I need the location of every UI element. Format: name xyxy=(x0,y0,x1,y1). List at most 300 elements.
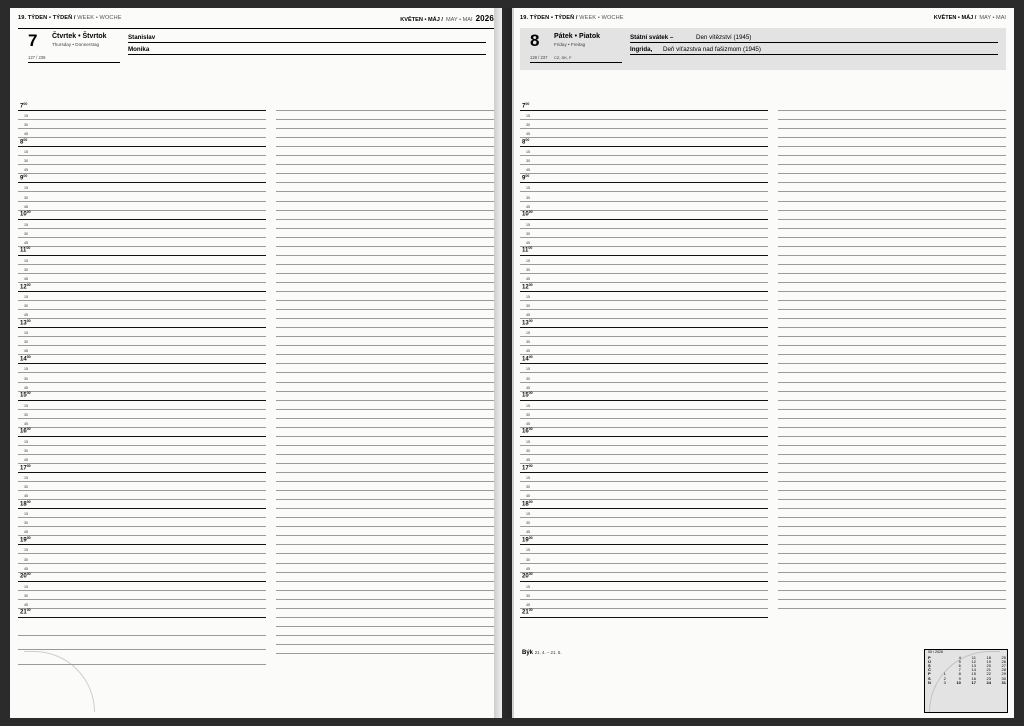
note-row[interactable] xyxy=(778,173,1006,174)
note-row[interactable] xyxy=(276,436,494,437)
minute-label: 15 xyxy=(526,403,530,408)
note-row[interactable] xyxy=(778,445,1006,446)
quarter-hour-row[interactable] xyxy=(520,448,768,455)
mini-calendar-day[interactable]: 28 xyxy=(1001,667,1006,673)
hour-row[interactable] xyxy=(18,427,266,437)
mini-calendar-day[interactable]: 3 xyxy=(943,679,946,685)
quarter-hour-row[interactable] xyxy=(18,421,266,428)
quarter-hour-row[interactable] xyxy=(520,231,768,238)
mini-calendar-day[interactable]: 2 xyxy=(943,675,946,681)
mini-calendar-day[interactable]: 20 xyxy=(986,662,991,668)
note-row[interactable] xyxy=(276,182,494,183)
note-row[interactable] xyxy=(276,363,494,364)
minute-label: 45 xyxy=(24,168,28,173)
note-row[interactable] xyxy=(276,119,494,120)
mini-calendar-day[interactable]: 13 xyxy=(971,662,976,668)
note-row[interactable] xyxy=(778,345,1006,346)
hour-row[interactable] xyxy=(520,246,768,256)
note-row[interactable] xyxy=(778,382,1006,383)
note-row[interactable] xyxy=(778,264,1006,265)
note-row[interactable] xyxy=(276,372,494,373)
mini-calendar-day[interactable]: 29 xyxy=(1001,671,1006,677)
holiday-line[interactable] xyxy=(630,31,998,43)
note-row[interactable] xyxy=(778,472,1006,473)
note-row[interactable] xyxy=(778,273,1006,274)
note-row[interactable] xyxy=(276,472,494,473)
hour-row[interactable] xyxy=(18,210,266,220)
mini-calendar-day[interactable]: 27 xyxy=(1001,662,1006,668)
note-row[interactable] xyxy=(276,327,494,328)
hour-row[interactable] xyxy=(18,608,266,618)
note-row[interactable] xyxy=(276,336,494,337)
hour-label: $9^{00}$ xyxy=(522,173,530,182)
note-row[interactable] xyxy=(276,581,494,582)
note-row[interactable] xyxy=(276,617,494,618)
note-row[interactable] xyxy=(276,354,494,355)
hour-row[interactable] xyxy=(520,463,768,473)
quarter-hour-row[interactable] xyxy=(520,222,768,229)
hour-row[interactable] xyxy=(18,391,266,401)
quarter-hour-row[interactable] xyxy=(18,439,266,446)
note-row[interactable] xyxy=(778,164,1006,165)
note-row[interactable] xyxy=(778,128,1006,129)
zodiac-sign xyxy=(522,650,562,656)
mini-calendar-day[interactable]: 22 xyxy=(986,671,991,677)
note-row[interactable] xyxy=(276,463,494,464)
quarter-hour-row[interactable] xyxy=(520,150,768,156)
quarter-hour-row[interactable] xyxy=(18,340,266,346)
mini-calendar-day[interactable]: 7 xyxy=(958,667,961,673)
name-line[interactable] xyxy=(128,43,486,55)
quarter-hour-row[interactable] xyxy=(18,231,266,238)
quarter-hour-row[interactable] xyxy=(18,267,266,274)
mini-calendar-day[interactable]: 18 xyxy=(986,654,991,660)
free-note-row[interactable] xyxy=(18,649,266,650)
note-row[interactable] xyxy=(276,110,494,111)
note-row[interactable] xyxy=(276,544,494,545)
hour-row[interactable] xyxy=(18,535,266,545)
quarter-hour-row[interactable] xyxy=(18,530,266,536)
note-row[interactable] xyxy=(276,608,494,609)
note-row[interactable] xyxy=(276,300,494,301)
hour-row[interactable] xyxy=(520,535,768,545)
note-row[interactable] xyxy=(778,454,1006,455)
quarter-hour-row[interactable] xyxy=(520,132,768,138)
hour-row[interactable] xyxy=(520,608,768,618)
mini-calendar-day[interactable]: 19 xyxy=(986,658,991,664)
quarter-hour-row[interactable] xyxy=(520,557,768,564)
note-row[interactable] xyxy=(276,201,494,202)
name-line[interactable] xyxy=(128,31,486,43)
mini-calendar-day[interactable]: 17 xyxy=(971,679,976,685)
note-row[interactable] xyxy=(276,128,494,129)
mini-calendar-day[interactable]: 9 xyxy=(958,675,961,681)
note-row[interactable] xyxy=(778,237,1006,238)
quarter-hour-row[interactable] xyxy=(520,593,768,600)
note-row[interactable] xyxy=(276,517,494,518)
quarter-hour-row[interactable] xyxy=(520,584,768,591)
note-row[interactable] xyxy=(276,137,494,138)
note-row[interactable] xyxy=(276,644,494,645)
hour-row[interactable] xyxy=(520,210,768,220)
note-row[interactable] xyxy=(276,418,494,419)
hour-column-left[interactable] xyxy=(18,70,266,718)
quarter-hour-row[interactable] xyxy=(520,349,768,355)
note-row[interactable] xyxy=(778,354,1006,355)
minute-label: 15 xyxy=(526,476,530,481)
note-row[interactable] xyxy=(778,327,1006,328)
quarter-hour-row[interactable] xyxy=(18,376,266,383)
note-row[interactable] xyxy=(276,535,494,536)
minute-label: 15 xyxy=(24,114,28,119)
note-row[interactable] xyxy=(778,544,1006,545)
note-row[interactable] xyxy=(276,282,494,283)
note-row[interactable] xyxy=(276,237,494,238)
quarter-hour-row[interactable] xyxy=(520,340,768,346)
quarter-hour-row[interactable] xyxy=(18,313,266,319)
quarter-hour-row[interactable] xyxy=(18,557,266,564)
note-row[interactable] xyxy=(276,508,494,509)
holiday-line[interactable] xyxy=(630,43,998,55)
quarter-hour-row[interactable] xyxy=(18,602,266,609)
quarter-hour-row[interactable] xyxy=(18,593,266,600)
note-row[interactable] xyxy=(276,228,494,229)
quarter-hour-row[interactable] xyxy=(18,114,266,120)
note-row[interactable] xyxy=(778,563,1006,564)
mini-calendar-day[interactable]: 16 xyxy=(971,675,976,681)
note-row[interactable] xyxy=(778,499,1006,500)
note-row[interactable] xyxy=(778,427,1006,428)
minute-label: 30 xyxy=(24,231,28,236)
note-row[interactable] xyxy=(276,309,494,310)
quarter-hour-row[interactable] xyxy=(18,476,266,482)
quarter-hour-row[interactable] xyxy=(18,485,266,491)
hour-row[interactable] xyxy=(520,354,768,364)
notes-column-right[interactable] xyxy=(778,70,1006,718)
mini-calendar-day[interactable]: 23 xyxy=(986,675,991,681)
quarter-hour-row[interactable] xyxy=(520,385,768,392)
quarter-hour-row[interactable] xyxy=(520,602,768,609)
hour-row[interactable] xyxy=(520,572,768,582)
hour-row[interactable] xyxy=(18,246,266,256)
quarter-hour-row[interactable] xyxy=(520,204,768,211)
quarter-hour-row[interactable] xyxy=(18,584,266,591)
quarter-hour-row[interactable] xyxy=(18,385,266,392)
language-code-rule xyxy=(554,62,622,63)
minute-label: 15 xyxy=(24,584,28,589)
quarter-hour-row[interactable] xyxy=(18,168,266,174)
note-row[interactable] xyxy=(276,291,494,292)
page-left xyxy=(10,8,502,718)
day-name-alt: Friday • Freitag xyxy=(554,42,586,47)
note-row[interactable] xyxy=(778,581,1006,582)
note-row[interactable] xyxy=(276,210,494,211)
note-row[interactable] xyxy=(778,300,1006,301)
note-row[interactable] xyxy=(778,228,1006,229)
mini-calendar-day[interactable]: 24 xyxy=(986,679,991,685)
note-row[interactable] xyxy=(778,481,1006,482)
quarter-hour-row[interactable] xyxy=(18,331,266,337)
quarter-hour-row[interactable] xyxy=(18,258,266,265)
quarter-hour-row[interactable] xyxy=(18,159,266,165)
note-row[interactable] xyxy=(276,653,494,654)
note-row[interactable] xyxy=(276,526,494,527)
quarter-hour-row[interactable] xyxy=(18,412,266,419)
note-row[interactable] xyxy=(778,309,1006,310)
minute-label: 15 xyxy=(526,295,530,300)
quarter-hour-row[interactable] xyxy=(520,457,768,464)
note-row[interactable] xyxy=(778,246,1006,247)
quarter-hour-row[interactable] xyxy=(520,258,768,265)
minute-label: 30 xyxy=(24,521,28,526)
quarter-hour-row[interactable] xyxy=(18,304,266,310)
quarter-hour-row[interactable] xyxy=(520,159,768,165)
quarter-hour-row[interactable] xyxy=(18,204,266,211)
free-note-row[interactable] xyxy=(18,635,266,636)
note-row[interactable] xyxy=(778,409,1006,410)
note-row[interactable] xyxy=(778,336,1006,337)
quarter-hour-row[interactable] xyxy=(18,295,266,301)
mini-calendar-day[interactable]: 26 xyxy=(1001,658,1006,664)
note-row[interactable] xyxy=(778,318,1006,319)
hour-row[interactable] xyxy=(520,499,768,509)
note-row[interactable] xyxy=(778,526,1006,527)
hour-row[interactable] xyxy=(18,137,266,147)
note-row[interactable] xyxy=(778,110,1006,111)
note-row[interactable] xyxy=(276,318,494,319)
mini-calendar-dow: P xyxy=(928,671,931,677)
note-row[interactable] xyxy=(276,191,494,192)
hour-row[interactable] xyxy=(520,318,768,328)
note-row[interactable] xyxy=(778,608,1006,609)
quarter-hour-row[interactable] xyxy=(520,485,768,491)
note-row[interactable] xyxy=(276,445,494,446)
quarter-hour-row[interactable] xyxy=(18,548,266,554)
quarter-hour-row[interactable] xyxy=(520,566,768,573)
note-row[interactable] xyxy=(778,590,1006,591)
quarter-hour-row[interactable] xyxy=(18,403,266,410)
note-row[interactable] xyxy=(778,553,1006,554)
quarter-hour-row[interactable] xyxy=(18,276,266,283)
quarter-hour-row[interactable] xyxy=(18,448,266,455)
note-row[interactable] xyxy=(778,572,1006,573)
holiday-line-1-bold: Státní svátek – xyxy=(630,34,674,41)
mini-calendar-day[interactable]: 25 xyxy=(1001,654,1006,660)
quarter-hour-row[interactable] xyxy=(520,494,768,500)
note-row[interactable] xyxy=(778,391,1006,392)
note-row[interactable] xyxy=(778,508,1006,509)
holiday-line-1-rest: Den vítězství (1945) xyxy=(696,34,752,41)
mini-calendar-day[interactable]: 31 xyxy=(1001,679,1006,685)
quarter-hour-row[interactable] xyxy=(18,349,266,355)
note-row[interactable] xyxy=(778,291,1006,292)
mini-calendar-day[interactable]: 5 xyxy=(958,658,961,664)
note-row[interactable] xyxy=(276,246,494,247)
mini-calendar-day[interactable]: 10 xyxy=(956,679,961,685)
note-row[interactable] xyxy=(276,255,494,256)
note-row[interactable] xyxy=(276,146,494,147)
note-row[interactable] xyxy=(276,164,494,165)
note-row[interactable] xyxy=(778,191,1006,192)
minute-label: 30 xyxy=(526,159,530,164)
note-row[interactable] xyxy=(276,427,494,428)
quarter-hour-row[interactable] xyxy=(18,132,266,138)
notes-column-left[interactable] xyxy=(276,70,494,718)
note-row[interactable] xyxy=(778,418,1006,419)
hour-label: $21^{00}$ xyxy=(522,608,533,616)
quarter-hour-row[interactable] xyxy=(520,295,768,301)
quarter-hour-row[interactable] xyxy=(520,331,768,337)
quarter-hour-row[interactable] xyxy=(18,240,266,247)
hour-row[interactable] xyxy=(18,101,266,111)
quarter-hour-row[interactable] xyxy=(18,367,266,373)
note-row[interactable] xyxy=(778,155,1006,156)
mini-calendar-day[interactable]: 21 xyxy=(986,667,991,673)
quarter-hour-row[interactable] xyxy=(520,476,768,482)
note-row[interactable] xyxy=(276,590,494,591)
quarter-hour-row[interactable] xyxy=(520,403,768,410)
note-row[interactable] xyxy=(276,499,494,500)
mini-calendar-day[interactable]: 1 xyxy=(943,671,946,677)
hour-row[interactable] xyxy=(520,282,768,292)
hour-row[interactable] xyxy=(18,463,266,473)
quarter-hour-row[interactable] xyxy=(520,512,768,518)
note-row[interactable] xyxy=(276,553,494,554)
note-row[interactable] xyxy=(276,481,494,482)
quarter-hour-row[interactable] xyxy=(520,313,768,319)
note-row[interactable] xyxy=(778,137,1006,138)
hour-row[interactable] xyxy=(520,173,768,183)
quarter-hour-row[interactable] xyxy=(520,195,768,202)
mini-calendar-day[interactable]: 8 xyxy=(958,671,961,677)
quarter-hour-row[interactable] xyxy=(520,521,768,527)
quarter-hour-row[interactable] xyxy=(520,240,768,247)
quarter-hour-row[interactable] xyxy=(520,530,768,536)
hour-row[interactable] xyxy=(520,391,768,401)
note-row[interactable] xyxy=(276,635,494,636)
hour-row[interactable] xyxy=(520,137,768,147)
week-label-bold: 19. TÝDEN • TÝDEŇ / xyxy=(520,15,578,21)
minute-label: 45 xyxy=(526,313,530,318)
quarter-hour-row[interactable] xyxy=(520,439,768,446)
note-row[interactable] xyxy=(276,345,494,346)
note-row[interactable] xyxy=(276,599,494,600)
quarter-hour-row[interactable] xyxy=(18,195,266,202)
hour-row[interactable] xyxy=(520,101,768,111)
quarter-hour-row[interactable] xyxy=(520,123,768,129)
quarter-hour-row[interactable] xyxy=(520,421,768,428)
note-row[interactable] xyxy=(276,273,494,274)
note-row[interactable] xyxy=(778,282,1006,283)
quarter-hour-row[interactable] xyxy=(18,186,266,192)
note-row[interactable] xyxy=(778,201,1006,202)
quarter-hour-row[interactable] xyxy=(18,150,266,156)
quarter-hour-row[interactable] xyxy=(520,267,768,274)
quarter-hour-row[interactable] xyxy=(520,548,768,554)
note-row[interactable] xyxy=(276,626,494,627)
mini-calendar-day[interactable]: 15 xyxy=(971,671,976,677)
note-row[interactable] xyxy=(778,517,1006,518)
minute-label: 15 xyxy=(526,367,530,372)
note-row[interactable] xyxy=(778,210,1006,211)
mini-calendar-day[interactable]: 11 xyxy=(971,654,976,660)
note-row[interactable] xyxy=(778,436,1006,437)
minute-label: 15 xyxy=(526,186,530,191)
hour-row[interactable] xyxy=(18,282,266,292)
hour-label: $15^{00}$ xyxy=(522,391,533,399)
note-row[interactable] xyxy=(778,219,1006,220)
mini-calendar-day[interactable]: 12 xyxy=(971,658,976,664)
note-row[interactable] xyxy=(778,182,1006,183)
note-row[interactable] xyxy=(276,454,494,455)
hour-row[interactable] xyxy=(18,318,266,328)
quarter-hour-row[interactable] xyxy=(520,276,768,283)
mini-calendar-day[interactable]: 14 xyxy=(971,667,976,673)
note-row[interactable] xyxy=(276,572,494,573)
mini-calendar-day[interactable]: 6 xyxy=(958,662,961,668)
mini-calendar-day[interactable]: 4 xyxy=(958,654,961,660)
zodiac-name: Býk xyxy=(522,650,534,656)
quarter-hour-row[interactable] xyxy=(520,186,768,192)
hour-row[interactable] xyxy=(18,354,266,364)
note-row[interactable] xyxy=(276,391,494,392)
quarter-hour-row[interactable] xyxy=(18,566,266,573)
quarter-hour-row[interactable] xyxy=(520,304,768,310)
hour-column-right[interactable] xyxy=(520,70,768,718)
hour-row[interactable] xyxy=(520,427,768,437)
quarter-hour-row[interactable] xyxy=(18,457,266,464)
note-row[interactable] xyxy=(778,255,1006,256)
note-row[interactable] xyxy=(276,490,494,491)
quarter-hour-row[interactable] xyxy=(18,494,266,500)
hour-row[interactable] xyxy=(18,173,266,183)
quarter-hour-row[interactable] xyxy=(520,412,768,419)
note-row[interactable] xyxy=(778,119,1006,120)
note-row[interactable] xyxy=(276,409,494,410)
note-row[interactable] xyxy=(276,155,494,156)
hour-row[interactable] xyxy=(18,499,266,509)
note-row[interactable] xyxy=(276,219,494,220)
minute-label: 15 xyxy=(526,548,530,553)
note-row[interactable] xyxy=(778,363,1006,364)
note-row[interactable] xyxy=(778,535,1006,536)
day-number: 7 xyxy=(28,31,38,50)
quarter-hour-row[interactable] xyxy=(18,222,266,229)
note-row[interactable] xyxy=(778,372,1006,373)
note-row[interactable] xyxy=(778,490,1006,491)
quarter-hour-row[interactable] xyxy=(520,168,768,174)
note-row[interactable] xyxy=(276,173,494,174)
note-row[interactable] xyxy=(276,400,494,401)
note-row[interactable] xyxy=(778,463,1006,464)
mini-calendar-day[interactable]: 30 xyxy=(1001,675,1006,681)
note-row[interactable] xyxy=(276,382,494,383)
quarter-hour-row[interactable] xyxy=(18,123,266,129)
note-row[interactable] xyxy=(778,400,1006,401)
quarter-hour-row[interactable] xyxy=(520,114,768,120)
hour-row[interactable] xyxy=(18,572,266,582)
note-row[interactable] xyxy=(276,264,494,265)
minute-label: 30 xyxy=(24,485,28,490)
quarter-hour-row[interactable] xyxy=(18,521,266,527)
quarter-hour-row[interactable] xyxy=(18,512,266,518)
note-row[interactable] xyxy=(778,599,1006,600)
name-line-2: Monika xyxy=(128,46,150,53)
note-row[interactable] xyxy=(276,563,494,564)
quarter-hour-row[interactable] xyxy=(520,367,768,373)
quarter-hour-row[interactable] xyxy=(520,376,768,383)
note-row[interactable] xyxy=(778,146,1006,147)
